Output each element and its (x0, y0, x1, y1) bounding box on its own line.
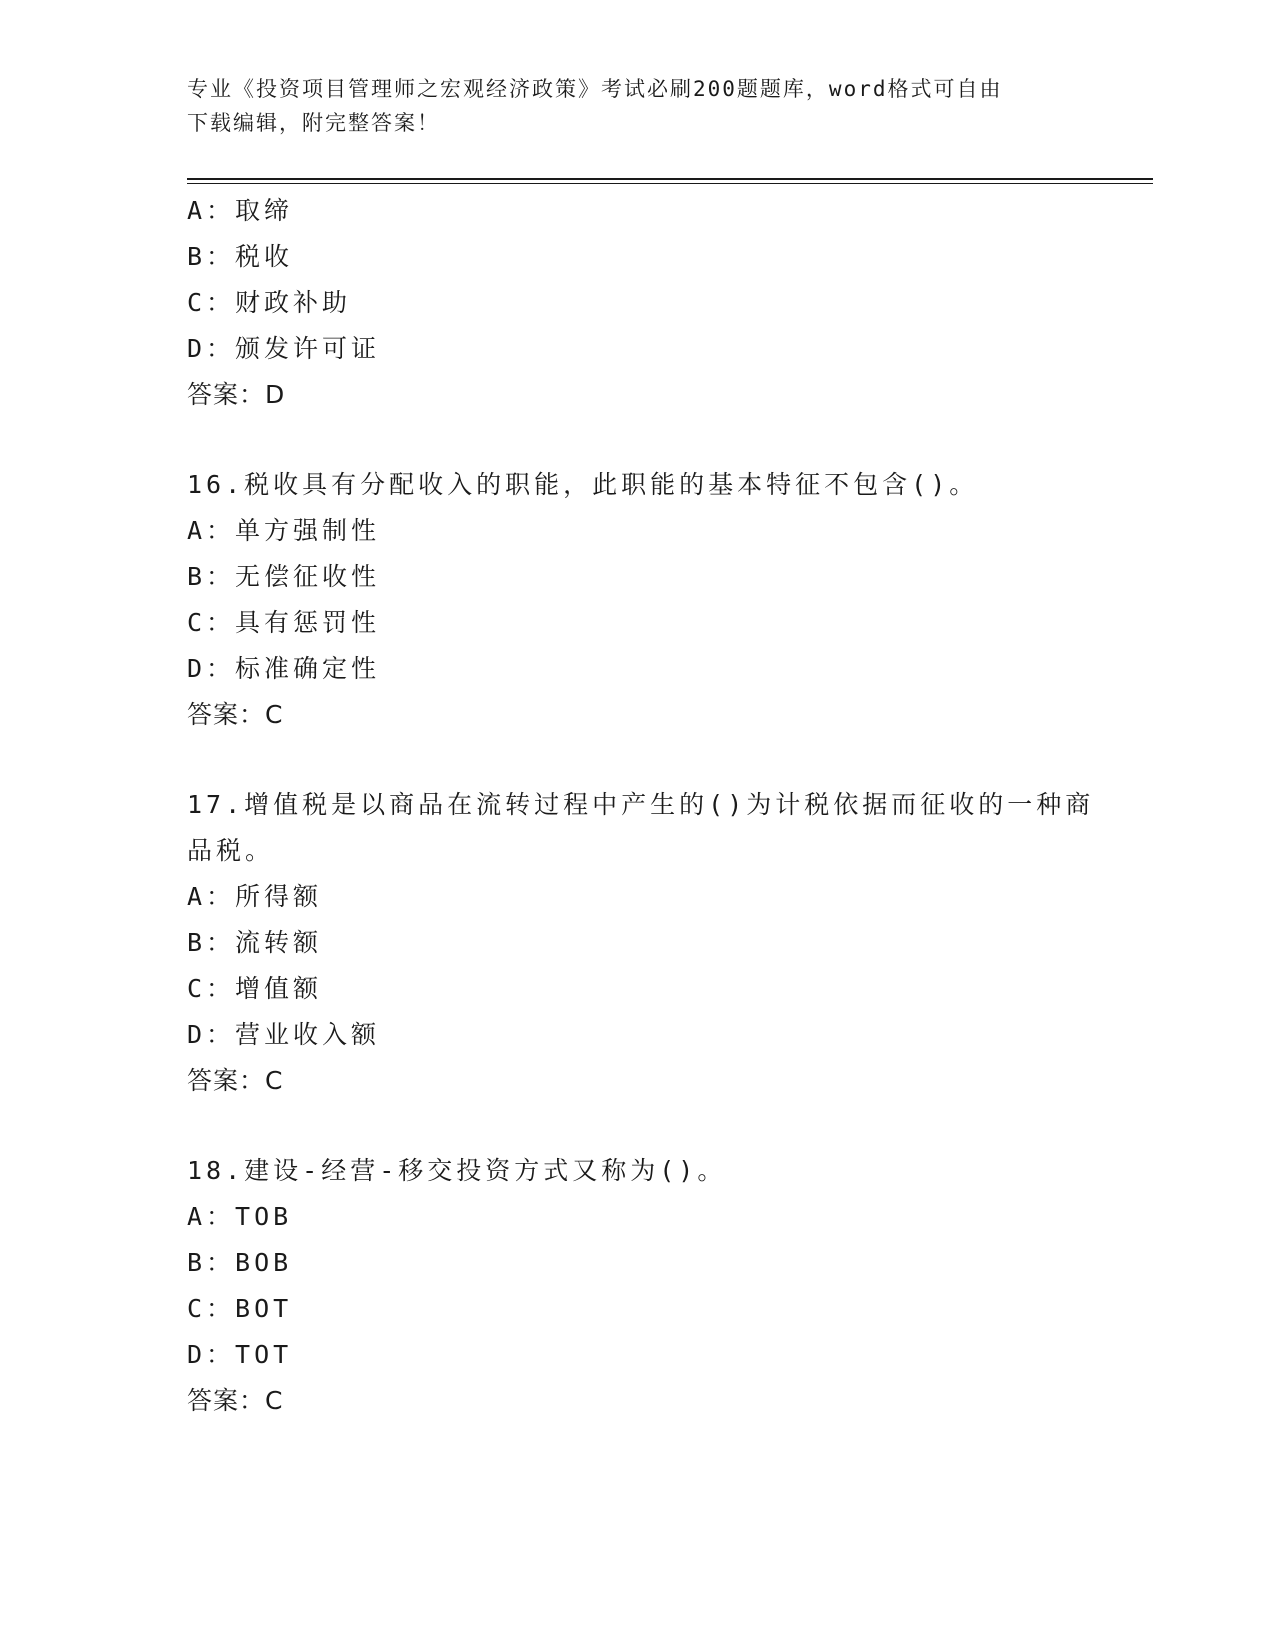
option-b: B：流转额 (187, 928, 323, 957)
question-stem: 17.增值税是以商品在流转过程中产生的()为计税依据而征收的一种商 (187, 790, 1095, 819)
option-d: D：营业收入额 (187, 1020, 381, 1049)
header-divider-thin (187, 183, 1153, 184)
header-line-2: 下载编辑，附完整答案！ (187, 111, 440, 135)
spacer (187, 738, 1087, 782)
answer-line: 答案：D (187, 380, 286, 409)
question-block-17 (187, 782, 1095, 1104)
question-stem: 16.税收具有分配收入的职能，此职能的基本特征不包含()。 (187, 470, 979, 499)
option-a: A：所得额 (187, 882, 323, 911)
spacer (187, 1104, 1087, 1148)
option-d: D：标准确定性 (187, 654, 381, 683)
option-a: A：取缔 (187, 196, 294, 225)
option-d: D：颁发许可证 (187, 334, 381, 363)
option-c: C：增值额 (187, 974, 323, 1003)
option-b: B：无偿征收性 (187, 562, 381, 591)
option-a: A：TOB (187, 1202, 293, 1231)
question-block-16 (187, 462, 1087, 738)
header-line-1: 专业《投资项目管理师之宏观经济政策》考试必刷200题题库，word格式可自由 (187, 77, 1003, 101)
option-d: D：TOT (187, 1340, 293, 1369)
answer-line: 答案：C (187, 700, 284, 729)
document-header (187, 72, 1067, 140)
option-a: A：单方强制性 (187, 516, 381, 545)
option-c: C：财政补助 (187, 288, 352, 317)
question-stem-continued: 品税。 (187, 836, 275, 865)
option-b: B：税收 (187, 242, 294, 271)
option-b: B：BOB (187, 1248, 293, 1277)
option-c: C：具有惩罚性 (187, 608, 381, 637)
answer-line: 答案：C (187, 1066, 284, 1095)
question-list (187, 188, 1095, 1424)
answer-line: 答案：C (187, 1386, 284, 1415)
option-c: C：BOT (187, 1294, 293, 1323)
question-block-15 (187, 188, 1087, 418)
header-divider-thick (187, 178, 1153, 180)
question-stem: 18.建设-经营-移交投资方式又称为()。 (187, 1156, 727, 1185)
question-block-18 (187, 1148, 1087, 1424)
spacer (187, 418, 1087, 462)
